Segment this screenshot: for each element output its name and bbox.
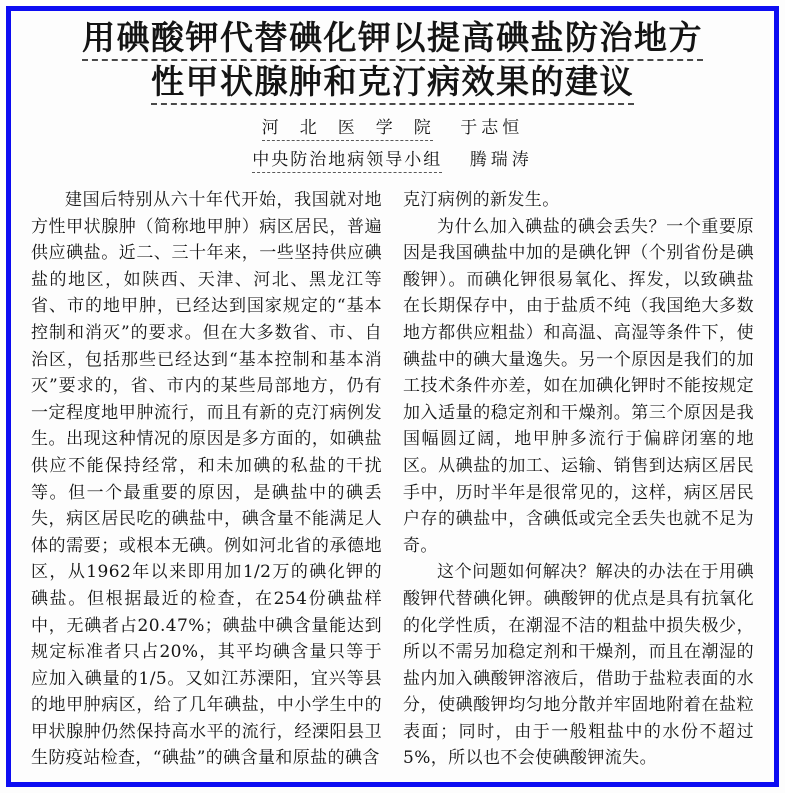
right-column-paragraph-1: 克汀病例的新发生。 (403, 190, 560, 210)
left-column (31, 187, 382, 772)
author-row-2 (31, 152, 754, 173)
body-columns (31, 187, 754, 772)
authors-block (31, 120, 754, 173)
right-column (403, 187, 754, 772)
left-column-paragraph-1: 建国后特别从六十年代开始，我国就对地方性甲状腺肿（简称地甲肿）病区居民，普遍供应碘盐。近二、三十年来，一些坚持供应碘盐的地区，如陕西、天津、河北、黑龙江等省、市的地甲肿，已经达到国家规定的“基本控制和消灭”的要求。但在大多数省、市、自治区，包括那些已经达到“基本控制和基本消灭”要求的，省、市内的某些局部地方，仍有一定程度地甲肿流行，而且有新的克汀病例发生。出现这种情况的原因是多方面的，如碘盐供应不能保持经常，和未加碘的私盐的干扰等。但一个最重要的原因，是碘盐中的碘丢失，病区居民吃的碘盐中，碘含量不能满足人体的需要；或根本无碘。例如河北省的承德地区，从1962年以来即用加1/2万的碘化钾的碘盐。但根据最近的检查，在254份碘盐样中，无碘者占20.47%；碘盐中碘含量能达到规定标准者只占20%，其平均碘含量只等于应加入碘量的1/5。又如江苏溧阳，宜兴等县的地甲肿病区，给了几年碘盐，中小学生中的甲状腺肿仍然保持高水平的流行，经溧阳县卫生防疫站检查，“碘盐”的碘含量和原盐的碘含 (31, 190, 382, 769)
page-content (11, 11, 774, 782)
right-column-paragraph-2: 为什么加入碘盐的碘会丢失？一个重要原因是我国碘盐中加的是碘化钾（个别省份是碘酸钾）。而碘化钾很易氧化、挥发，以致碘盐在长期保存中，由于盐质不纯（我国绝大多数地方都供应粗盐）和高温、高湿等条件下，使碘盐中的碘大量逸失。另一个原因是我们的加工技术条件亦差，如在加碘化钾时不能按规定加入适量的稳定剂和干燥剂。第三个原因是我国幅圆辽阔，地甲肿多流行于偏辟闭塞的地区。从碘盐的加工、运输、销售到达病区居民手中，历时半年是很常见的，这样，病区居民户存的碘盐中，含碘低或完全丢失也就不足为奇。 (403, 216, 754, 556)
author-row-1 (31, 120, 754, 141)
author-affiliation-2: 中央防治地病领导小组 (252, 152, 442, 173)
article-title-line-2: 性甲状腺肿和克汀病效果的建议 (151, 65, 634, 105)
right-column-paragraph-3: 这个问题如何解决？解决的办法在于用碘酸钾代替碘化钾。碘酸钾的优点是具有抗氧化的化学性质，在潮湿不洁的粗盐中损失极少，所以不需另加稳定剂和干燥剂，而且在潮湿的盐内加入碘酸钾溶液后，借助于盐粒表面的水分，使碘酸钾均匀地分散并牢固地附着在盐粒表面；同时，由于一般粗盐中的水份不超过5%，所以也不会使碘酸钾流失。 (403, 562, 754, 769)
article-title-line-2-wrap (31, 62, 754, 105)
article-title-line-1-wrap (31, 18, 754, 61)
author-name-1: 于志恒 (460, 118, 524, 138)
author-name-2: 腾瑞涛 (469, 150, 533, 170)
article-title (31, 18, 754, 105)
author-affiliation-1: 河 北 医 学 院 (262, 120, 433, 141)
article-title-line-1: 用碘酸钾代替碘化钾以提高碘盐防治地方 (82, 21, 703, 61)
